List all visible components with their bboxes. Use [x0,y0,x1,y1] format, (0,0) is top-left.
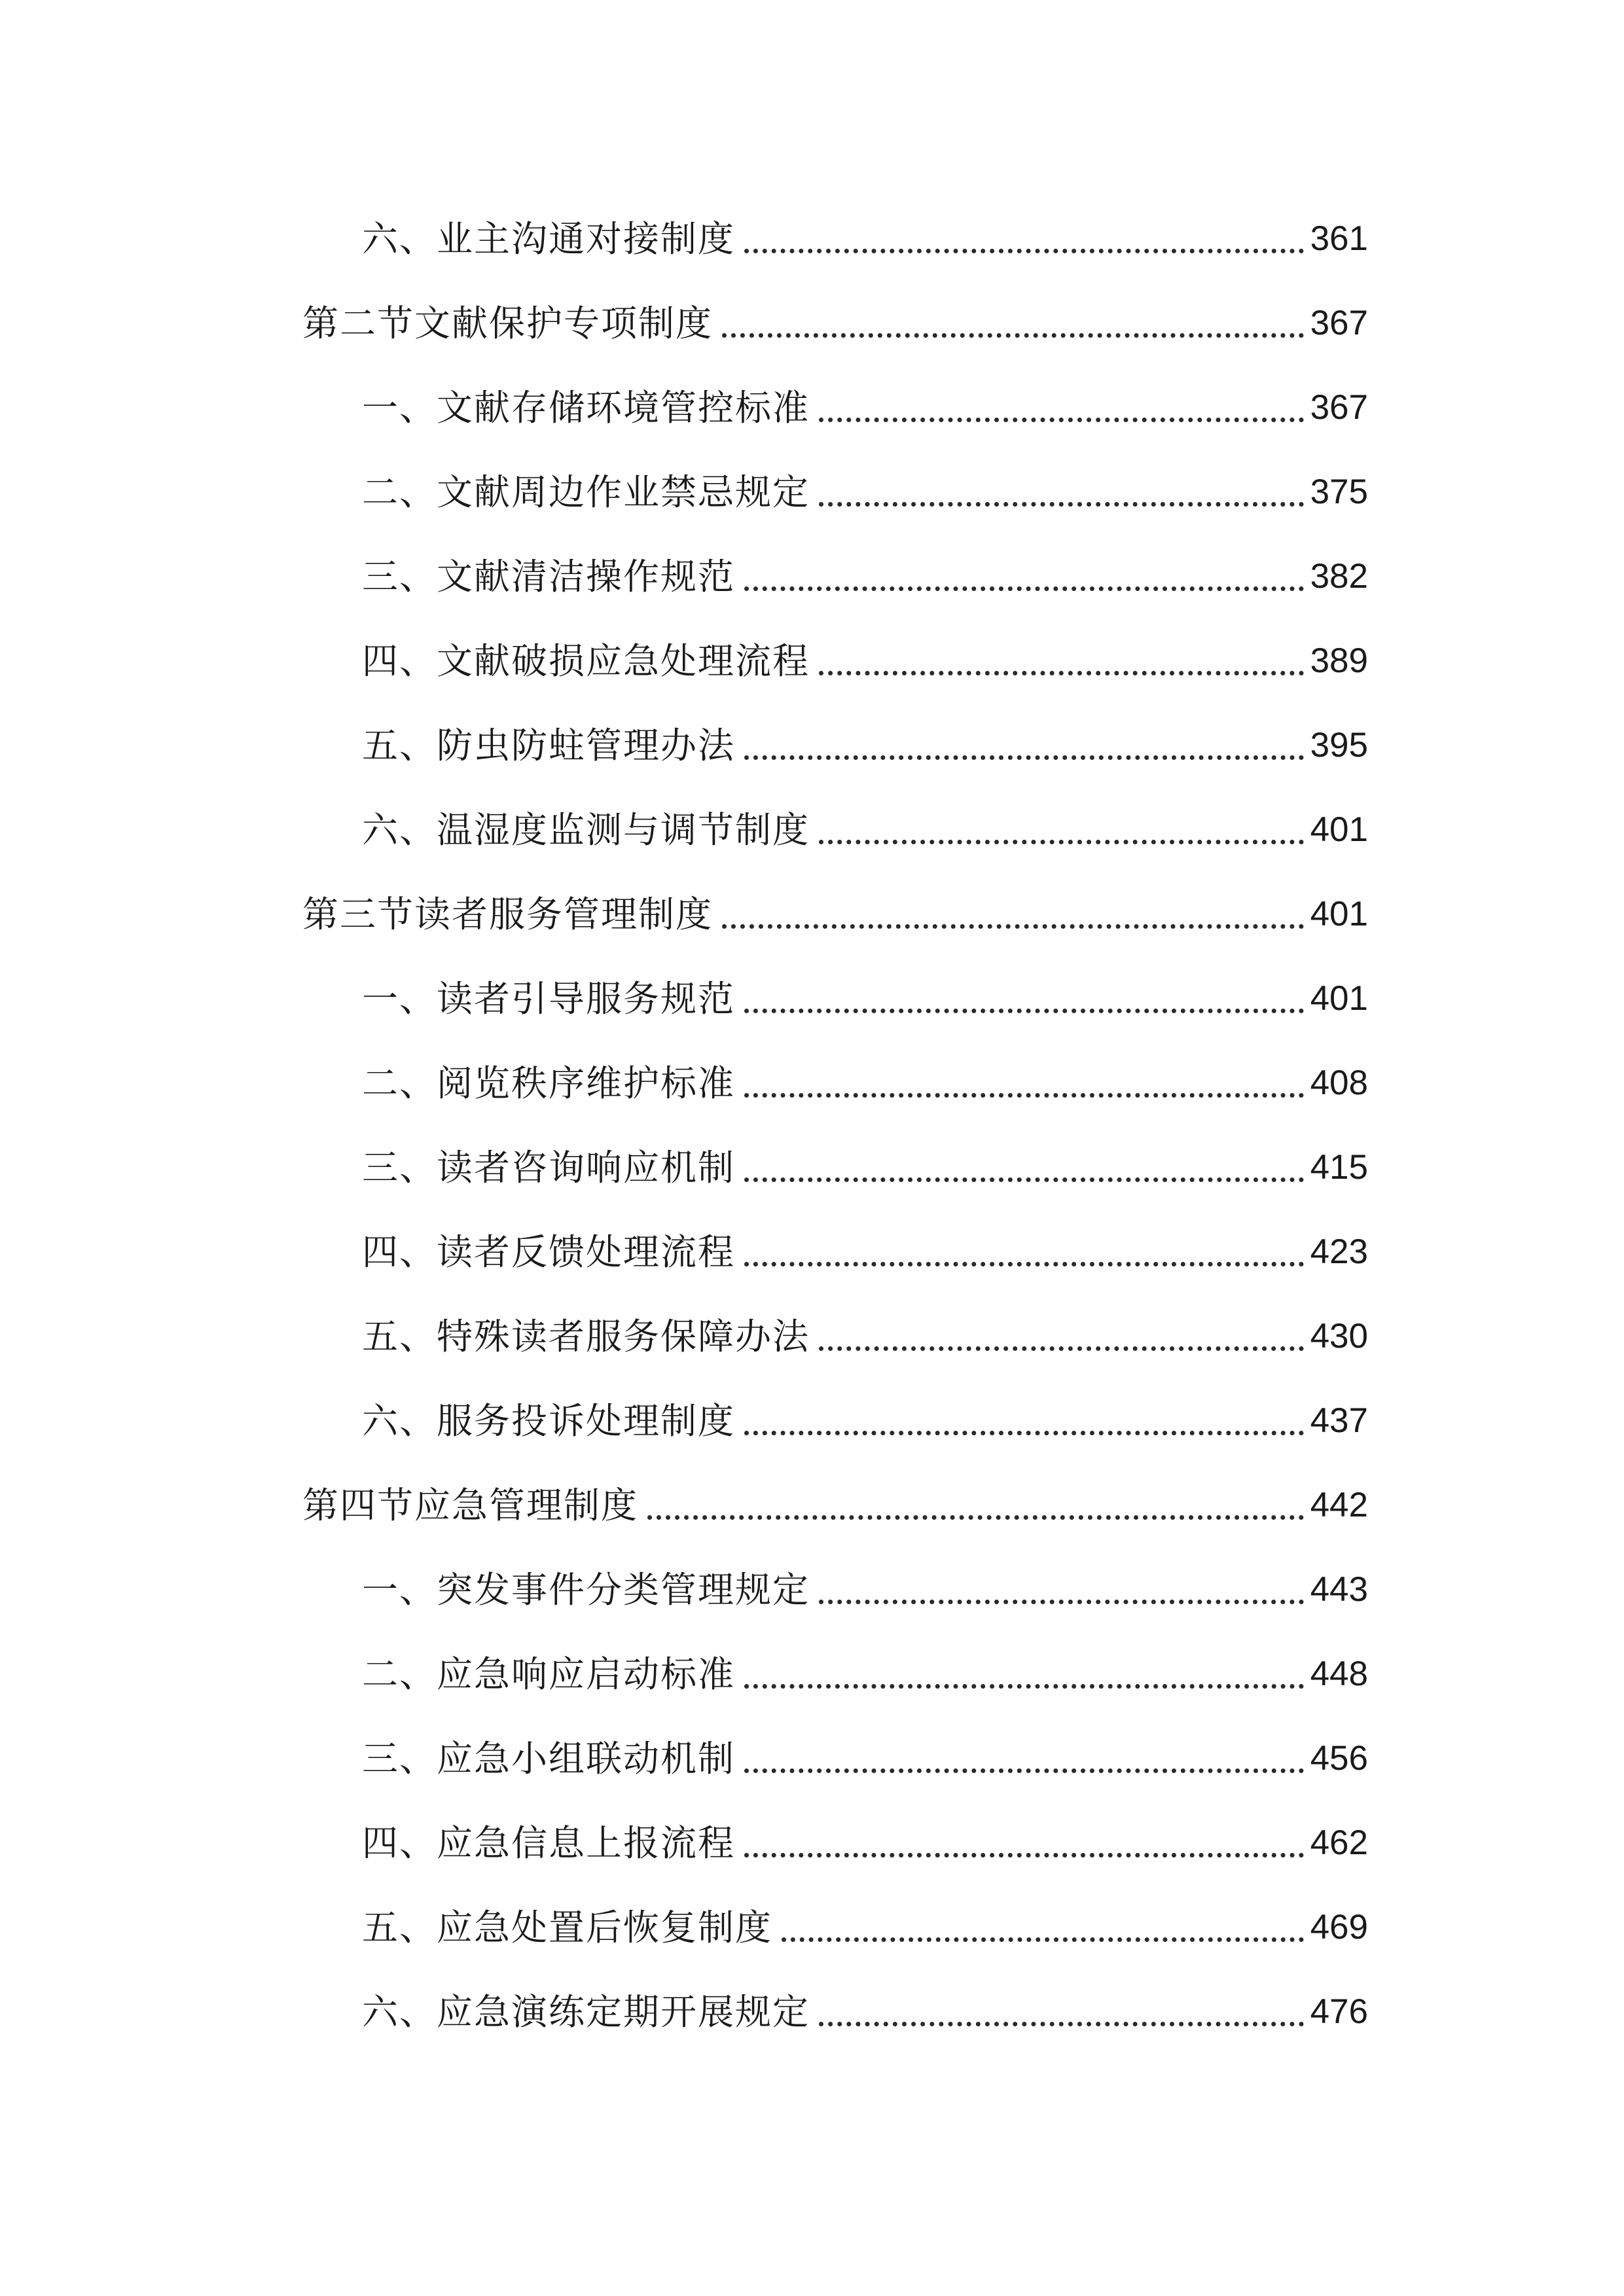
toc-leader-dots [819,840,1304,844]
toc-page-number: 361 [1310,219,1368,258]
toc-leader-dots [744,1684,1304,1689]
toc-entry[interactable] [362,382,1368,434]
toc-page-number: 395 [1310,726,1368,764]
toc-leader-dots [819,671,1304,675]
toc-entry-title: 第四节应急管理制度 [302,1484,639,1526]
toc-entry-title: 四、读者反馈处理流程 [362,1231,736,1273]
toc-page-number: 389 [1310,641,1368,680]
toc-entry[interactable] [362,1226,1368,1278]
toc-leader-dots [647,1515,1304,1520]
toc-leader-dots [722,924,1304,929]
toc-leader-dots [782,1937,1304,1942]
toc-entry-title: 二、阅览秩序维护标准 [362,1062,736,1104]
toc-leader-dots [819,1600,1304,1604]
toc-page-number: 469 [1310,1908,1368,1946]
toc-page-number: 415 [1310,1148,1368,1187]
toc-entry[interactable] [362,1986,1368,2038]
toc-entry[interactable] [362,213,1368,265]
toc-entry-title: 二、文献周边作业禁忌规定 [362,471,810,513]
toc-page-number: 367 [1310,388,1368,427]
toc-entry[interactable] [362,804,1368,856]
toc-leader-dots [722,333,1304,338]
toc-leader-dots [744,586,1304,591]
toc-entry[interactable] [362,1310,1368,1363]
toc-leader-dots [744,1768,1304,1773]
toc-entry[interactable] [362,1564,1368,1616]
toc-page-number: 456 [1310,1739,1368,1778]
toc-page-number: 367 [1310,304,1368,342]
toc-entry-title: 三、应急小组联动机制 [362,1738,736,1780]
toc-entry-title: 一、突发事件分类管理规定 [362,1569,810,1611]
toc-page-number: 443 [1310,1570,1368,1609]
toc-page-number: 423 [1310,1232,1368,1271]
toc-entry-title: 五、应急处置后恢复制度 [362,1907,773,1948]
toc-leader-dots [744,1853,1304,1857]
toc-page-number: 430 [1310,1317,1368,1355]
toc-page-number: 401 [1310,895,1368,933]
toc-page-number: 382 [1310,557,1368,596]
toc-entry-title: 三、文献清洁操作规范 [362,556,736,598]
toc-entry-title: 四、应急信息上报流程 [362,1822,736,1864]
toc-entry[interactable] [362,1141,1368,1194]
toc-page-number: 448 [1310,1655,1368,1693]
toc-entry[interactable] [362,466,1368,518]
toc-page-number: 462 [1310,1823,1368,1862]
toc-leader-dots [744,1009,1304,1013]
toc-entry[interactable] [362,1395,1368,1447]
toc-leader-dots [744,755,1304,760]
toc-entry-title: 六、温湿度监测与调节制度 [362,809,810,851]
toc-entry-title: 二、应急响应启动标准 [362,1653,736,1695]
toc-entry-title: 一、文献存储环境管控标准 [362,387,810,429]
toc-entry[interactable] [362,1057,1368,1109]
toc-page-number: 442 [1310,1486,1368,1524]
toc-entry-title: 六、业主沟通对接制度 [362,218,736,260]
toc-leader-dots [744,1431,1304,1435]
toc-entry[interactable] [362,550,1368,603]
toc-entry-title: 第二节文献保护专项制度 [302,302,713,344]
toc-entry-title: 六、服务投诉处理制度 [362,1400,736,1442]
toc-entry[interactable] [362,1901,1368,1954]
toc-entry-title: 五、特殊读者服务保障办法 [362,1316,810,1357]
toc-section-entry[interactable] [302,888,1368,941]
toc-leader-dots [819,2022,1304,2026]
toc-entry-title: 一、读者引导服务规范 [362,978,736,1020]
toc-entry[interactable] [362,973,1368,1025]
toc-leader-dots [819,1346,1304,1351]
toc-entry[interactable] [362,719,1368,772]
toc-page-number: 375 [1310,473,1368,511]
toc-leader-dots [744,1093,1304,1098]
toc-leader-dots [744,1177,1304,1182]
toc-entry[interactable] [362,1732,1368,1785]
toc-entry[interactable] [362,635,1368,687]
toc-leader-dots [819,418,1304,422]
toc-page-number: 408 [1310,1064,1368,1102]
toc-leader-dots [819,502,1304,507]
toc-section-entry[interactable] [302,1479,1368,1532]
toc-entry[interactable] [362,1648,1368,1700]
toc-entry-title: 四、文献破损应急处理流程 [362,640,810,682]
toc-entry-title: 第三节读者服务管理制度 [302,893,713,935]
toc-leader-dots [744,249,1304,253]
toc-page-number: 437 [1310,1401,1368,1440]
toc-entry-title: 三、读者咨询响应机制 [362,1147,736,1189]
toc-leader-dots [744,1262,1304,1266]
toc-section-entry[interactable] [302,297,1368,350]
toc-entry[interactable] [362,1817,1368,1869]
toc-entry-title: 五、防虫防蛀管理办法 [362,725,736,766]
toc-page-number: 401 [1310,979,1368,1018]
toc-page-number: 476 [1310,1992,1368,2031]
toc-page-number: 401 [1310,810,1368,849]
toc-entry-title: 六、应急演练定期开展规定 [362,1991,810,2033]
